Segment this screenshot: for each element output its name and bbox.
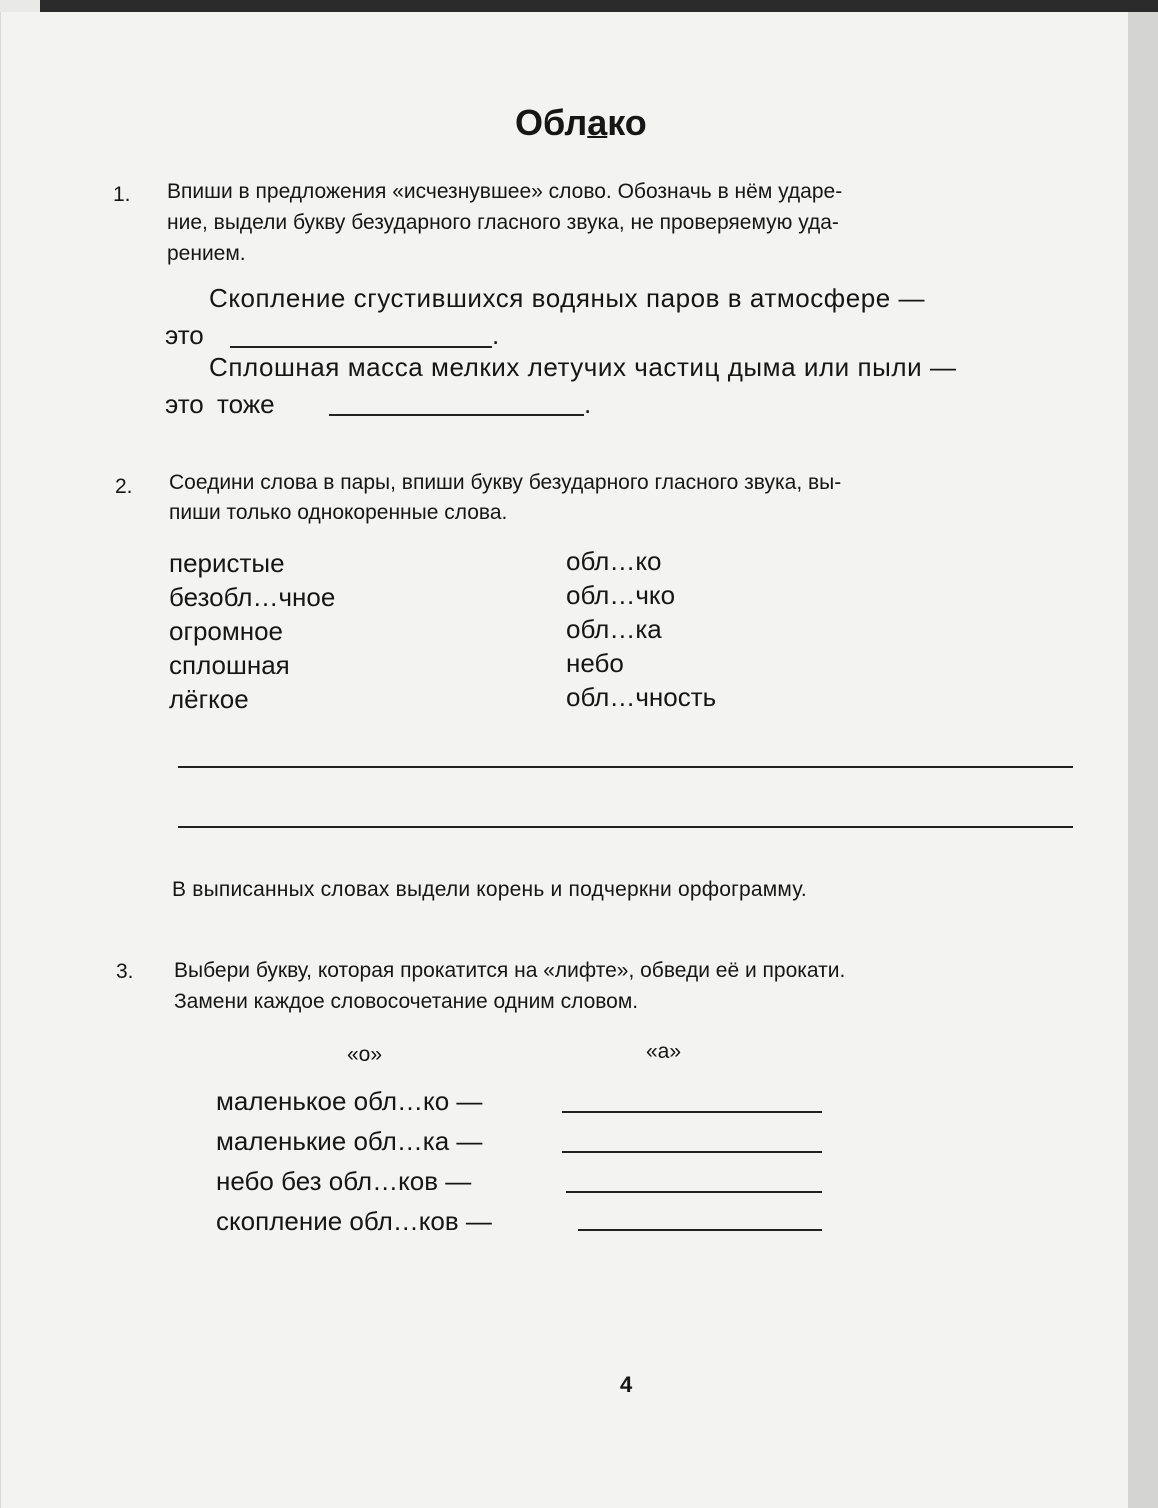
task3-letter-o[interactable]: «о» xyxy=(347,1043,383,1066)
task2-left-word: огромное xyxy=(169,616,284,646)
scan-top-edge xyxy=(40,0,1158,12)
task3-phrase: скопление обл…ков — xyxy=(216,1206,492,1236)
task1-answer-line-2[interactable] xyxy=(329,414,584,416)
scan-right-edge xyxy=(1128,12,1158,1508)
task3-instruction-line2: Замени каждое словосочетание одним словом. xyxy=(174,990,639,1013)
task2-note: В выписанных словах выдели корень и подчеркни орфограмму. xyxy=(172,878,807,901)
title-underlined-letter: а xyxy=(587,102,608,143)
task3-instruction-line1: Выбери букву, которая прокатится на «лифте», обведи её и прокати. xyxy=(174,959,846,982)
task2-right-word: обл…чко xyxy=(566,580,676,610)
page-title xyxy=(515,102,647,144)
task1-instruction-line1: Впиши в предложения «исчезнувшее» слово. Обозначь в нём ударе- xyxy=(167,180,843,203)
task2-instruction-line2: пиши только однокоренные слова. xyxy=(169,501,508,524)
task3-phrase: маленькое обл…ко — xyxy=(216,1086,483,1116)
task2-number: 2. xyxy=(115,475,133,498)
task2-right-word: обл…чность xyxy=(566,682,717,712)
task2-right-word: обл…ко xyxy=(566,546,662,576)
title-part-2: ко xyxy=(607,102,647,143)
task2-instruction-line1: Соедини слова в пары, впиши букву безударного гласного звука, вы- xyxy=(169,471,842,494)
task3-answer-line[interactable] xyxy=(566,1191,822,1193)
task3-phrase: маленькие обл…ка — xyxy=(216,1126,483,1156)
task3-answer-line[interactable] xyxy=(562,1151,822,1153)
task2-left-word: сплошная xyxy=(169,650,290,680)
task1-sentence2-line2-start: это тоже xyxy=(165,389,275,419)
task1-sentence1-line1: Скопление сгустившихся водяных паров в атмосфере — xyxy=(209,283,926,313)
task3-answer-line[interactable] xyxy=(562,1111,822,1113)
task1-instruction-line2: ние, выдели букву безударного гласного звука, не проверяемую уда- xyxy=(167,211,839,234)
task2-answer-line-2[interactable] xyxy=(178,826,1073,828)
task2-left-word: перистые xyxy=(169,548,285,578)
task2-right-word: небо xyxy=(566,648,624,678)
task1-sentence1-line2-end: . xyxy=(492,320,500,350)
task1-sentence2-line2-end: . xyxy=(584,389,592,419)
task1-instruction-line3: рением. xyxy=(167,242,246,265)
task2-left-word: лёгкое xyxy=(169,684,249,714)
task1-sentence1-line2-start: это xyxy=(165,320,204,350)
task1-sentence2-line1: Сплошная масса мелких летучих частиц дыма или пыли — xyxy=(209,352,957,382)
task3-number: 3. xyxy=(116,960,134,983)
task2-right-word: обл…ка xyxy=(566,614,662,644)
task2-left-word: безобл…чное xyxy=(169,582,336,612)
title-part-1: Обл xyxy=(515,102,588,143)
task1-number: 1. xyxy=(113,183,131,206)
task3-letter-a[interactable]: «а» xyxy=(646,1040,682,1063)
task2-answer-line-1[interactable] xyxy=(178,766,1073,768)
task3-answer-line[interactable] xyxy=(578,1229,822,1231)
page-number: 4 xyxy=(620,1372,633,1397)
task3-phrase: небо без обл…ков — xyxy=(216,1166,472,1196)
task1-answer-line-1[interactable] xyxy=(230,346,492,348)
